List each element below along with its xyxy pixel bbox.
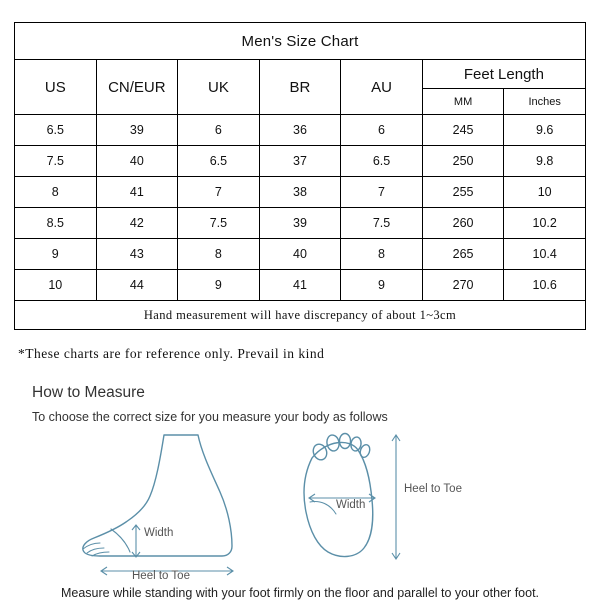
- cell-br: 39: [259, 208, 341, 239]
- top-view-length-label: Heel to Toe: [404, 483, 462, 495]
- cell-mm: 265: [422, 239, 504, 270]
- measurement-instruction-note: Measure while standing with your foot firmly on the floor and parallel to your other foot.: [60, 586, 540, 600]
- how-to-measure-title: How to Measure: [32, 384, 145, 401]
- table-row: [15, 208, 586, 239]
- cell-br: 38: [259, 177, 341, 208]
- how-to-measure-subtitle: To choose the correct size for you measure your body as follows: [32, 410, 388, 424]
- cell-cn-eur: 43: [96, 239, 178, 270]
- cell-cn-eur: 44: [96, 270, 178, 301]
- cell-inches: 10.6: [504, 270, 586, 301]
- cell-br: 40: [259, 239, 341, 270]
- cell-inches: 10: [504, 177, 586, 208]
- page-title: Men's Size Chart: [15, 23, 586, 60]
- table-header-row-1: [15, 60, 586, 89]
- table-row: [15, 146, 586, 177]
- side-view-length-label: Heel to Toe: [132, 570, 190, 580]
- side-view-width-label: Width: [144, 527, 174, 539]
- size-chart-table: [14, 22, 586, 330]
- cell-mm: 245: [422, 115, 504, 146]
- column-header-inches: Inches: [504, 89, 586, 115]
- measurement-diagrams: [14, 430, 586, 580]
- column-header-br: BR: [259, 60, 341, 115]
- cell-uk: 6.5: [178, 146, 260, 177]
- cell-au: 8: [341, 239, 423, 270]
- cell-au: 7.5: [341, 208, 423, 239]
- cell-uk: 9: [178, 270, 260, 301]
- cell-us: 10: [15, 270, 97, 301]
- cell-cn-eur: 39: [96, 115, 178, 146]
- table-row: [15, 270, 586, 301]
- side-view-width-arrow-icon: [132, 525, 140, 557]
- table-row: [15, 239, 586, 270]
- cell-mm: 255: [422, 177, 504, 208]
- cell-uk: 7: [178, 177, 260, 208]
- cell-cn-eur: 41: [96, 177, 178, 208]
- cell-mm: 260: [422, 208, 504, 239]
- table-title-row: [15, 23, 586, 60]
- cell-mm: 270: [422, 270, 504, 301]
- table-footer-row: [15, 301, 586, 330]
- cell-us: 8.5: [15, 208, 97, 239]
- cell-inches: 9.6: [504, 115, 586, 146]
- cell-inches: 10.4: [504, 239, 586, 270]
- measurement-discrepancy-note: Hand measurement will have discrepancy of about 1~3cm: [15, 301, 586, 330]
- cell-au: 6: [341, 115, 423, 146]
- cell-uk: 6: [178, 115, 260, 146]
- top-view-width-label: Width: [336, 499, 366, 511]
- cell-au: 6.5: [341, 146, 423, 177]
- column-header-feet-length: Feet Length: [422, 60, 585, 89]
- cell-br: 36: [259, 115, 341, 146]
- table-row: [15, 177, 586, 208]
- cell-uk: 8: [178, 239, 260, 270]
- column-header-us: US: [15, 60, 97, 115]
- cell-au: 9: [341, 270, 423, 301]
- table-row: [15, 115, 586, 146]
- cell-mm: 250: [422, 146, 504, 177]
- cell-cn-eur: 42: [96, 208, 178, 239]
- cell-uk: 7.5: [178, 208, 260, 239]
- column-header-cn-eur: CN/EUR: [96, 60, 178, 115]
- reference-disclaimer: *These charts are for reference only. Prevail in kind: [18, 346, 325, 361]
- cell-au: 7: [341, 177, 423, 208]
- top-view-length-arrow-icon: [392, 435, 400, 559]
- cell-inches: 9.8: [504, 146, 586, 177]
- column-header-au: AU: [341, 60, 423, 115]
- cell-us: 7.5: [15, 146, 97, 177]
- cell-cn-eur: 40: [96, 146, 178, 177]
- cell-br: 37: [259, 146, 341, 177]
- cell-us: 6.5: [15, 115, 97, 146]
- column-header-uk: UK: [178, 60, 260, 115]
- cell-inches: 10.2: [504, 208, 586, 239]
- column-header-mm: MM: [422, 89, 504, 115]
- cell-us: 9: [15, 239, 97, 270]
- cell-us: 8: [15, 177, 97, 208]
- cell-br: 41: [259, 270, 341, 301]
